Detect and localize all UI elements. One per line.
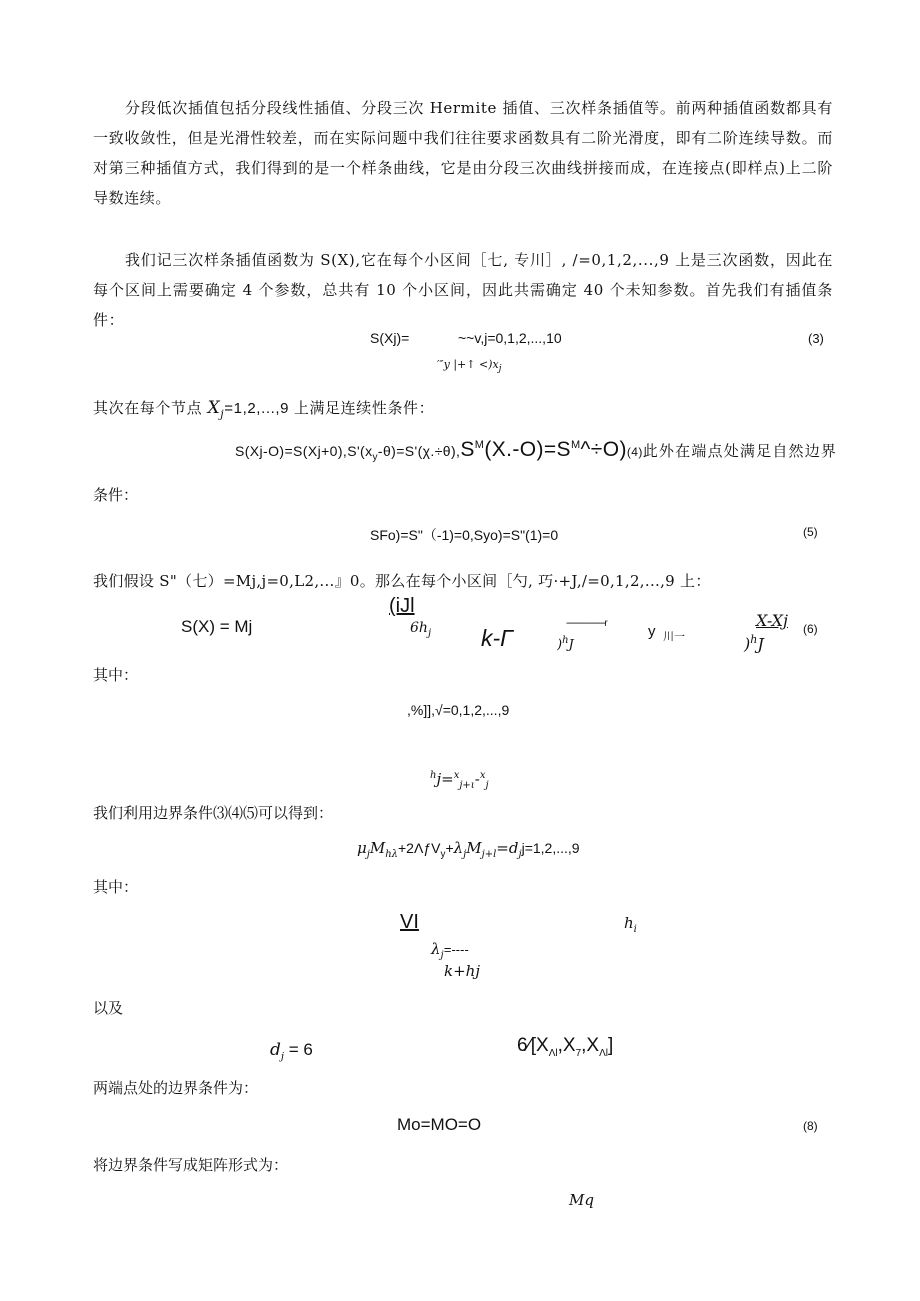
eq4-number: (4) bbox=[626, 445, 643, 459]
eq4-big2-sup: M bbox=[570, 439, 581, 451]
d-sym: d bbox=[270, 1040, 281, 1060]
mq-symbol: Mq bbox=[569, 1191, 594, 1209]
eq6-y: y bbox=[648, 623, 656, 640]
lambda-hi-sub: i bbox=[633, 924, 637, 935]
eq6-hj-paren: ) bbox=[557, 637, 563, 653]
d-rhs-mid: ,X bbox=[557, 1035, 576, 1056]
eq7-eq-sub: j bbox=[518, 849, 522, 860]
and-label: 以及 bbox=[93, 999, 124, 1017]
eq3-sub-text: ′″y |+↑ <)x bbox=[437, 358, 499, 371]
continuity-lead: 其次在每个节点 bbox=[93, 399, 203, 417]
d-rhs-sub2: 7 bbox=[575, 1047, 582, 1059]
eq4-big3: ^÷O) bbox=[580, 438, 627, 461]
continuity-line bbox=[93, 397, 434, 420]
d-rhs-sub3: Λl bbox=[599, 1047, 608, 1059]
eq6-frac2-bottom bbox=[744, 633, 764, 653]
eq4-mid: -θ)=S'(χ.÷θ), bbox=[377, 443, 461, 459]
h-j: j= bbox=[436, 770, 454, 788]
d-sub: j bbox=[280, 1051, 284, 1063]
spline-definition-paragraph bbox=[93, 245, 833, 335]
eq3-lhs: S(Xj)= bbox=[370, 330, 410, 346]
eq7-m2: M bbox=[466, 839, 482, 857]
eq7-m1-sub: hλ bbox=[385, 849, 398, 860]
eq4-continuation: 条件： bbox=[93, 486, 139, 504]
lambda-tail: =---- bbox=[443, 942, 469, 957]
eq7-lam-sym: λ bbox=[453, 839, 464, 857]
eq4-big-s: S bbox=[460, 438, 475, 461]
spline-definition-text: 我们记三次样条插值函数为 S(X),它在每个小区间［七, 专川］, /=0,1,2,...,9 上是三次函数，因此在每个区间上需要确定 4 个参数，总共有 10 个小区间，因此共需确定 40 个未知参数。首先我们有插值条件： bbox=[93, 251, 833, 329]
eq6-frac2-paren: ) bbox=[744, 634, 751, 654]
where-label-2: 其中： bbox=[93, 878, 139, 896]
eq6-number: (6) bbox=[803, 622, 818, 636]
eq4-tail: 此外在端点处满足自然边界 bbox=[642, 442, 838, 460]
eq6-hj-tail: J bbox=[568, 637, 574, 653]
eq3-rhs: ~~v,j=0,1,2,...,10 bbox=[458, 330, 562, 346]
eq7-tail: j=1,2,...,9 bbox=[521, 840, 580, 856]
eq7-mid-sub: y bbox=[440, 848, 446, 860]
eq3-number: (3) bbox=[808, 331, 824, 346]
eq7-lam-sub: j bbox=[463, 849, 467, 860]
d-rhs-sub1: Λl bbox=[548, 1047, 558, 1059]
eq7-mid-text: +2ΛƒV bbox=[398, 840, 441, 856]
range-equation: ,%]],√=0,1,2,...,9 bbox=[407, 702, 510, 718]
eq3-sub-j: j bbox=[498, 363, 502, 375]
continuity-x: X bbox=[207, 398, 221, 418]
eq6-hj-sup: h bbox=[562, 635, 569, 646]
eq7-mu-sub: j bbox=[366, 849, 370, 860]
continuity-tail: =1,2,...,9 上满足连续性条件： bbox=[224, 400, 435, 417]
assumption-line: 我们假设 S"（七）=Mj,j=0,L2,...』0。那么在每个小区间［勺, 巧·+J,/=0,1,2,...,9 上： bbox=[93, 572, 711, 590]
eq6-chuan: 川一 bbox=[663, 630, 685, 643]
eq7-lambda bbox=[453, 839, 522, 860]
eq6-frac2-sup: h bbox=[750, 633, 758, 646]
eq7-eq: =d bbox=[496, 839, 519, 857]
eq4-big-sup: M bbox=[474, 439, 485, 451]
matrix-form-line: 将边界条件写成矩阵形式为： bbox=[93, 1156, 289, 1174]
where-label-1: 其中： bbox=[93, 666, 139, 684]
lambda-denominator: k+hj bbox=[444, 962, 480, 980]
eq6-lhs: S(X) = Mj bbox=[181, 617, 253, 636]
eq6-6h-sub: j bbox=[427, 627, 432, 639]
h-x1-sub: j+ι bbox=[459, 780, 475, 791]
intro-paragraph bbox=[93, 93, 833, 213]
eq4-left bbox=[235, 443, 461, 463]
eq8: Mo=MO=O bbox=[397, 1115, 482, 1134]
eq7-mu bbox=[357, 839, 398, 860]
eq7-m2-sub: j+l bbox=[481, 849, 497, 860]
eq6-frac1-bottom bbox=[410, 620, 431, 639]
eq5: SFo)=S"（-1)=0,Syo)=S"(1)=0 bbox=[370, 527, 559, 543]
d-rhs-start: 6∕[X bbox=[517, 1035, 549, 1056]
eq6-k-gamma: k-Γ bbox=[481, 625, 514, 651]
d-definition-rhs bbox=[517, 1035, 613, 1059]
endpoints-line: 两端点处的边界条件为： bbox=[93, 1079, 259, 1097]
lambda-sym: λ bbox=[431, 940, 441, 958]
continuity-xj bbox=[207, 398, 225, 421]
d-rhs-end: ] bbox=[607, 1035, 614, 1056]
eq3-subscript-line bbox=[437, 358, 502, 374]
h-x2-sup: x bbox=[479, 770, 486, 781]
lambda-hi-sym: h bbox=[624, 914, 634, 932]
equation-7 bbox=[357, 839, 580, 860]
h-pre-sup: h bbox=[430, 770, 437, 781]
eq6-hj bbox=[557, 635, 574, 652]
h-minus: - bbox=[474, 770, 480, 788]
eq4-big bbox=[460, 438, 627, 461]
eq7-m1: M bbox=[369, 839, 386, 857]
h-x1-sup: x bbox=[453, 770, 460, 781]
eq6-frac2-tail: J bbox=[757, 634, 764, 654]
eq6-dashes: ---------------------r bbox=[566, 618, 607, 629]
h-x2-sub: j bbox=[485, 780, 489, 791]
equation-4-line bbox=[235, 438, 837, 463]
continuity-x-sub: j bbox=[220, 407, 225, 421]
lambda-expr bbox=[431, 940, 469, 961]
intro-text: 分段低次插值包括分段线性插值、分段三次 Hermite 插值、三次样条插值等。前两种插值函数都具有一致收敛性，但是光滑性较差，而在实际问题中我们往往要求函数具有二阶光滑度，即有二阶连续导数。而对第三种插值方式，我们得到的是一个样条曲线，它是由分段三次曲线拼接而成，在连接点(即样点)上二阶导数连续。 bbox=[93, 99, 833, 207]
eq6-frac1-top: (iJl bbox=[389, 595, 415, 617]
eq4-left-text: S(Xj-O)=S(Xj+0),S'(x bbox=[235, 443, 373, 459]
eq6-frac2-top: X-Xj bbox=[756, 611, 789, 630]
eq7-plus: + bbox=[445, 840, 454, 856]
lambda-hi bbox=[624, 914, 637, 935]
h-definition bbox=[430, 770, 489, 791]
eq7-mid bbox=[398, 840, 454, 860]
eq6-6h: 6h bbox=[410, 620, 428, 636]
eq4-big2: (X.-O)=S bbox=[484, 438, 571, 461]
d-tail: = 6 bbox=[284, 1040, 313, 1059]
eq4-left-sub: y bbox=[372, 451, 378, 463]
d-rhs-mid2: ,X bbox=[581, 1035, 600, 1056]
eq7-mu-sym: μ bbox=[357, 839, 367, 857]
eq8-number: (8) bbox=[803, 1119, 818, 1133]
eq5-number: (5) bbox=[803, 525, 818, 539]
d-definition-lhs bbox=[270, 1040, 313, 1062]
lambda-top: VI bbox=[400, 911, 419, 933]
lambda-sub: j bbox=[440, 950, 444, 961]
use-boundary-line: 我们利用边界条件⑶⑷⑸可以得到： bbox=[93, 804, 334, 822]
